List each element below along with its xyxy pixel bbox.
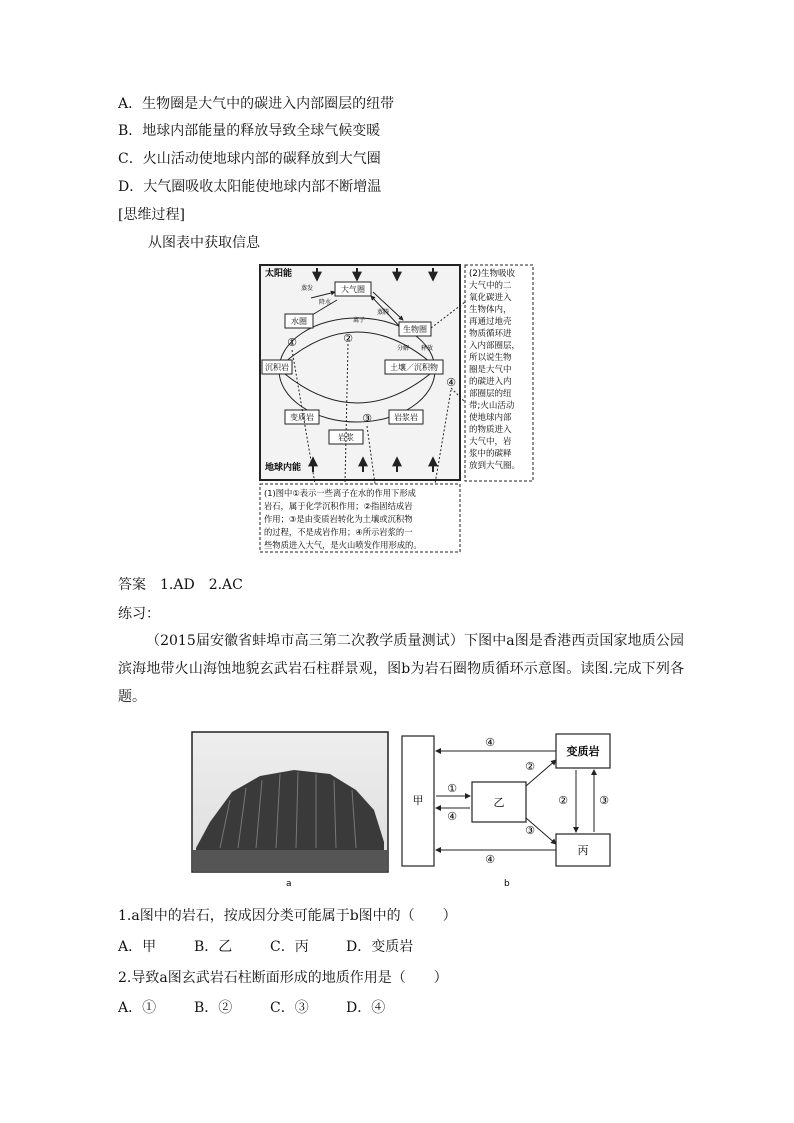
svg-text:所以说生物: 所以说生物: [469, 353, 512, 363]
label-bing: 丙: [577, 844, 589, 857]
svg-text:生物体内，: 生物体内，: [469, 305, 512, 315]
svg-text:大气中的二: 大气中的二: [469, 281, 512, 291]
q1-option-d: D．变质岩: [346, 939, 414, 955]
q1-option-b: B．乙: [194, 939, 233, 955]
marker-4: ④: [446, 376, 456, 389]
hydrosphere-label: 水圈: [291, 317, 307, 326]
solar-energy-label: 太阳能: [265, 269, 293, 279]
thinking-header: [思维过程]: [118, 207, 185, 223]
q1-option-c: C．丙: [270, 939, 309, 955]
question-1-stem: 1.a图中的岩石，按成因分类可能属于b图中的（ ）: [118, 908, 457, 924]
svg-text:岩石，属于化学沉积作用；②指固结成岩: 岩石，属于化学沉积作用；②指固结成岩: [264, 501, 413, 511]
biosphere-label: 生物圈: [403, 325, 427, 334]
arrow-label-3-right: ③: [599, 794, 609, 807]
arrow-label-4-bottom: ④: [485, 853, 495, 866]
option-prev-b: B．地球内部能量的释放导致全球气候变暖: [118, 123, 381, 139]
atmosphere-label: 大气圈: [341, 285, 365, 294]
label-jia: 甲: [412, 794, 424, 807]
rock-figure: [190, 730, 615, 890]
svg-text:物质循环进: 物质循环进: [469, 329, 512, 339]
svg-text:氧化碳进入: 氧化碳进入: [469, 293, 512, 303]
arrow-label-4-mid: ④: [447, 810, 457, 823]
answer-line: 答案 1.AD 2.AC: [118, 577, 243, 593]
sea: [193, 850, 387, 871]
svg-text:的过程，不是成岩作用；④所示岩浆的一: 的过程，不是成岩作用；④所示岩浆的一: [264, 527, 413, 537]
q2-option-c: C．③: [270, 1000, 309, 1016]
svg-text:大气中，岩: 大气中，岩: [469, 437, 512, 447]
svg-text:使地球内部: 使地球内部: [469, 413, 512, 423]
label-metamorphic: 变质岩: [566, 745, 600, 758]
marker-2: ②: [343, 332, 353, 345]
marker-3: ③: [362, 412, 372, 425]
marker-1: ①: [287, 336, 297, 349]
svg-text:(2)生物吸收: (2)生物吸收: [469, 269, 516, 279]
arrow-label-1: ①: [447, 782, 457, 795]
svg-text:圈是大气中: 圈是大气中: [469, 365, 512, 375]
q1-option-a: A．甲: [118, 939, 157, 955]
q2-option-b: B．②: [194, 1000, 233, 1016]
question-2-stem: 2.导致a图玄武岩石柱断面形成的地质作用是（ ）: [118, 970, 448, 986]
q2-option-d: D．④: [346, 1000, 386, 1016]
internal-energy-label: 地球内能: [265, 463, 302, 473]
svg-text:再通过地壳: 再通过地壳: [469, 317, 512, 327]
metamorphic-label: 变质岩: [290, 413, 314, 422]
svg-text:浆中的碳释: 浆中的碳释: [469, 449, 512, 459]
evaporation-label: 蒸发: [300, 285, 314, 292]
option-prev-c: C．火山活动使地球内部的碳释放到大气圈: [118, 151, 381, 167]
thinking-subheader: 从图表中获取信息: [148, 235, 260, 251]
question-2-options: [118, 998, 385, 1018]
svg-text:放到大气圈。: 放到大气圈。: [469, 461, 521, 471]
question-1-options: [118, 937, 413, 957]
label-a: a: [286, 879, 292, 889]
label-b: b: [504, 879, 510, 889]
svg-text:作用；③是由变质岩转化为土壤或沉积物: 作用；③是由变质岩转化为土壤或沉积物: [264, 514, 413, 524]
precipitation-label: 降水: [318, 299, 332, 306]
cycle-figure: [255, 262, 540, 557]
practice-label: 练习：: [118, 606, 160, 622]
svg-text:带;火山活动: 带;火山活动: [469, 401, 515, 411]
arrow-label-4-top: ④: [485, 736, 495, 749]
option-prev-d: D．大气圈吸收太阳能使地球内部不断增温: [118, 179, 382, 195]
arrow-label-3-lower: ③: [525, 824, 535, 837]
svg-text:入内部圈层，: 入内部圈层，: [469, 341, 521, 351]
sedimentary-label: 沉积岩: [265, 363, 289, 372]
practice-intro: （2015届安徽省蚌埠市高三第二次教学质量测试）下图中a图是香港西贡国家地质公园滨海地带火山海蚀地貌玄武岩石柱群景观，图b为岩石圈物质循环示意图。读图.完成下列各题。: [118, 633, 684, 705]
emission-label: 蒸腾: [376, 309, 390, 316]
svg-text:部圈层的纽: 部圈层的纽: [469, 389, 512, 399]
magma-label: 岩浆: [338, 433, 354, 442]
soil-label: 土壤／沉积物: [390, 363, 438, 372]
option-prev-a: A．生物圈是大气中的碳进入内部圈层的纽带: [118, 96, 395, 112]
igneous-label: 岩浆岩: [394, 413, 418, 422]
decompose-label: 分解: [396, 345, 410, 352]
svg-text:的物质进入: 的物质进入: [469, 425, 512, 435]
ions-label: 离子: [352, 317, 366, 324]
q2-option-a: A．①: [118, 1000, 157, 1016]
label-yi: 乙: [493, 796, 505, 809]
arrow-label-2-upper: ②: [525, 760, 535, 773]
svg-text:(1)图中①表示一些离子在水的作用下形成: (1)图中①表示一些离子在水的作用下形成: [264, 488, 416, 498]
svg-text:些物质进入大气，是火山喷发作用形成的。: 些物质进入大气，是火山喷发作用形成的。: [264, 540, 422, 550]
release-label: 释放: [420, 345, 434, 352]
svg-text:的碳进入内: 的碳进入内: [469, 377, 512, 387]
bottom-note: [264, 488, 422, 551]
arrow-label-2-right: ②: [558, 794, 568, 807]
